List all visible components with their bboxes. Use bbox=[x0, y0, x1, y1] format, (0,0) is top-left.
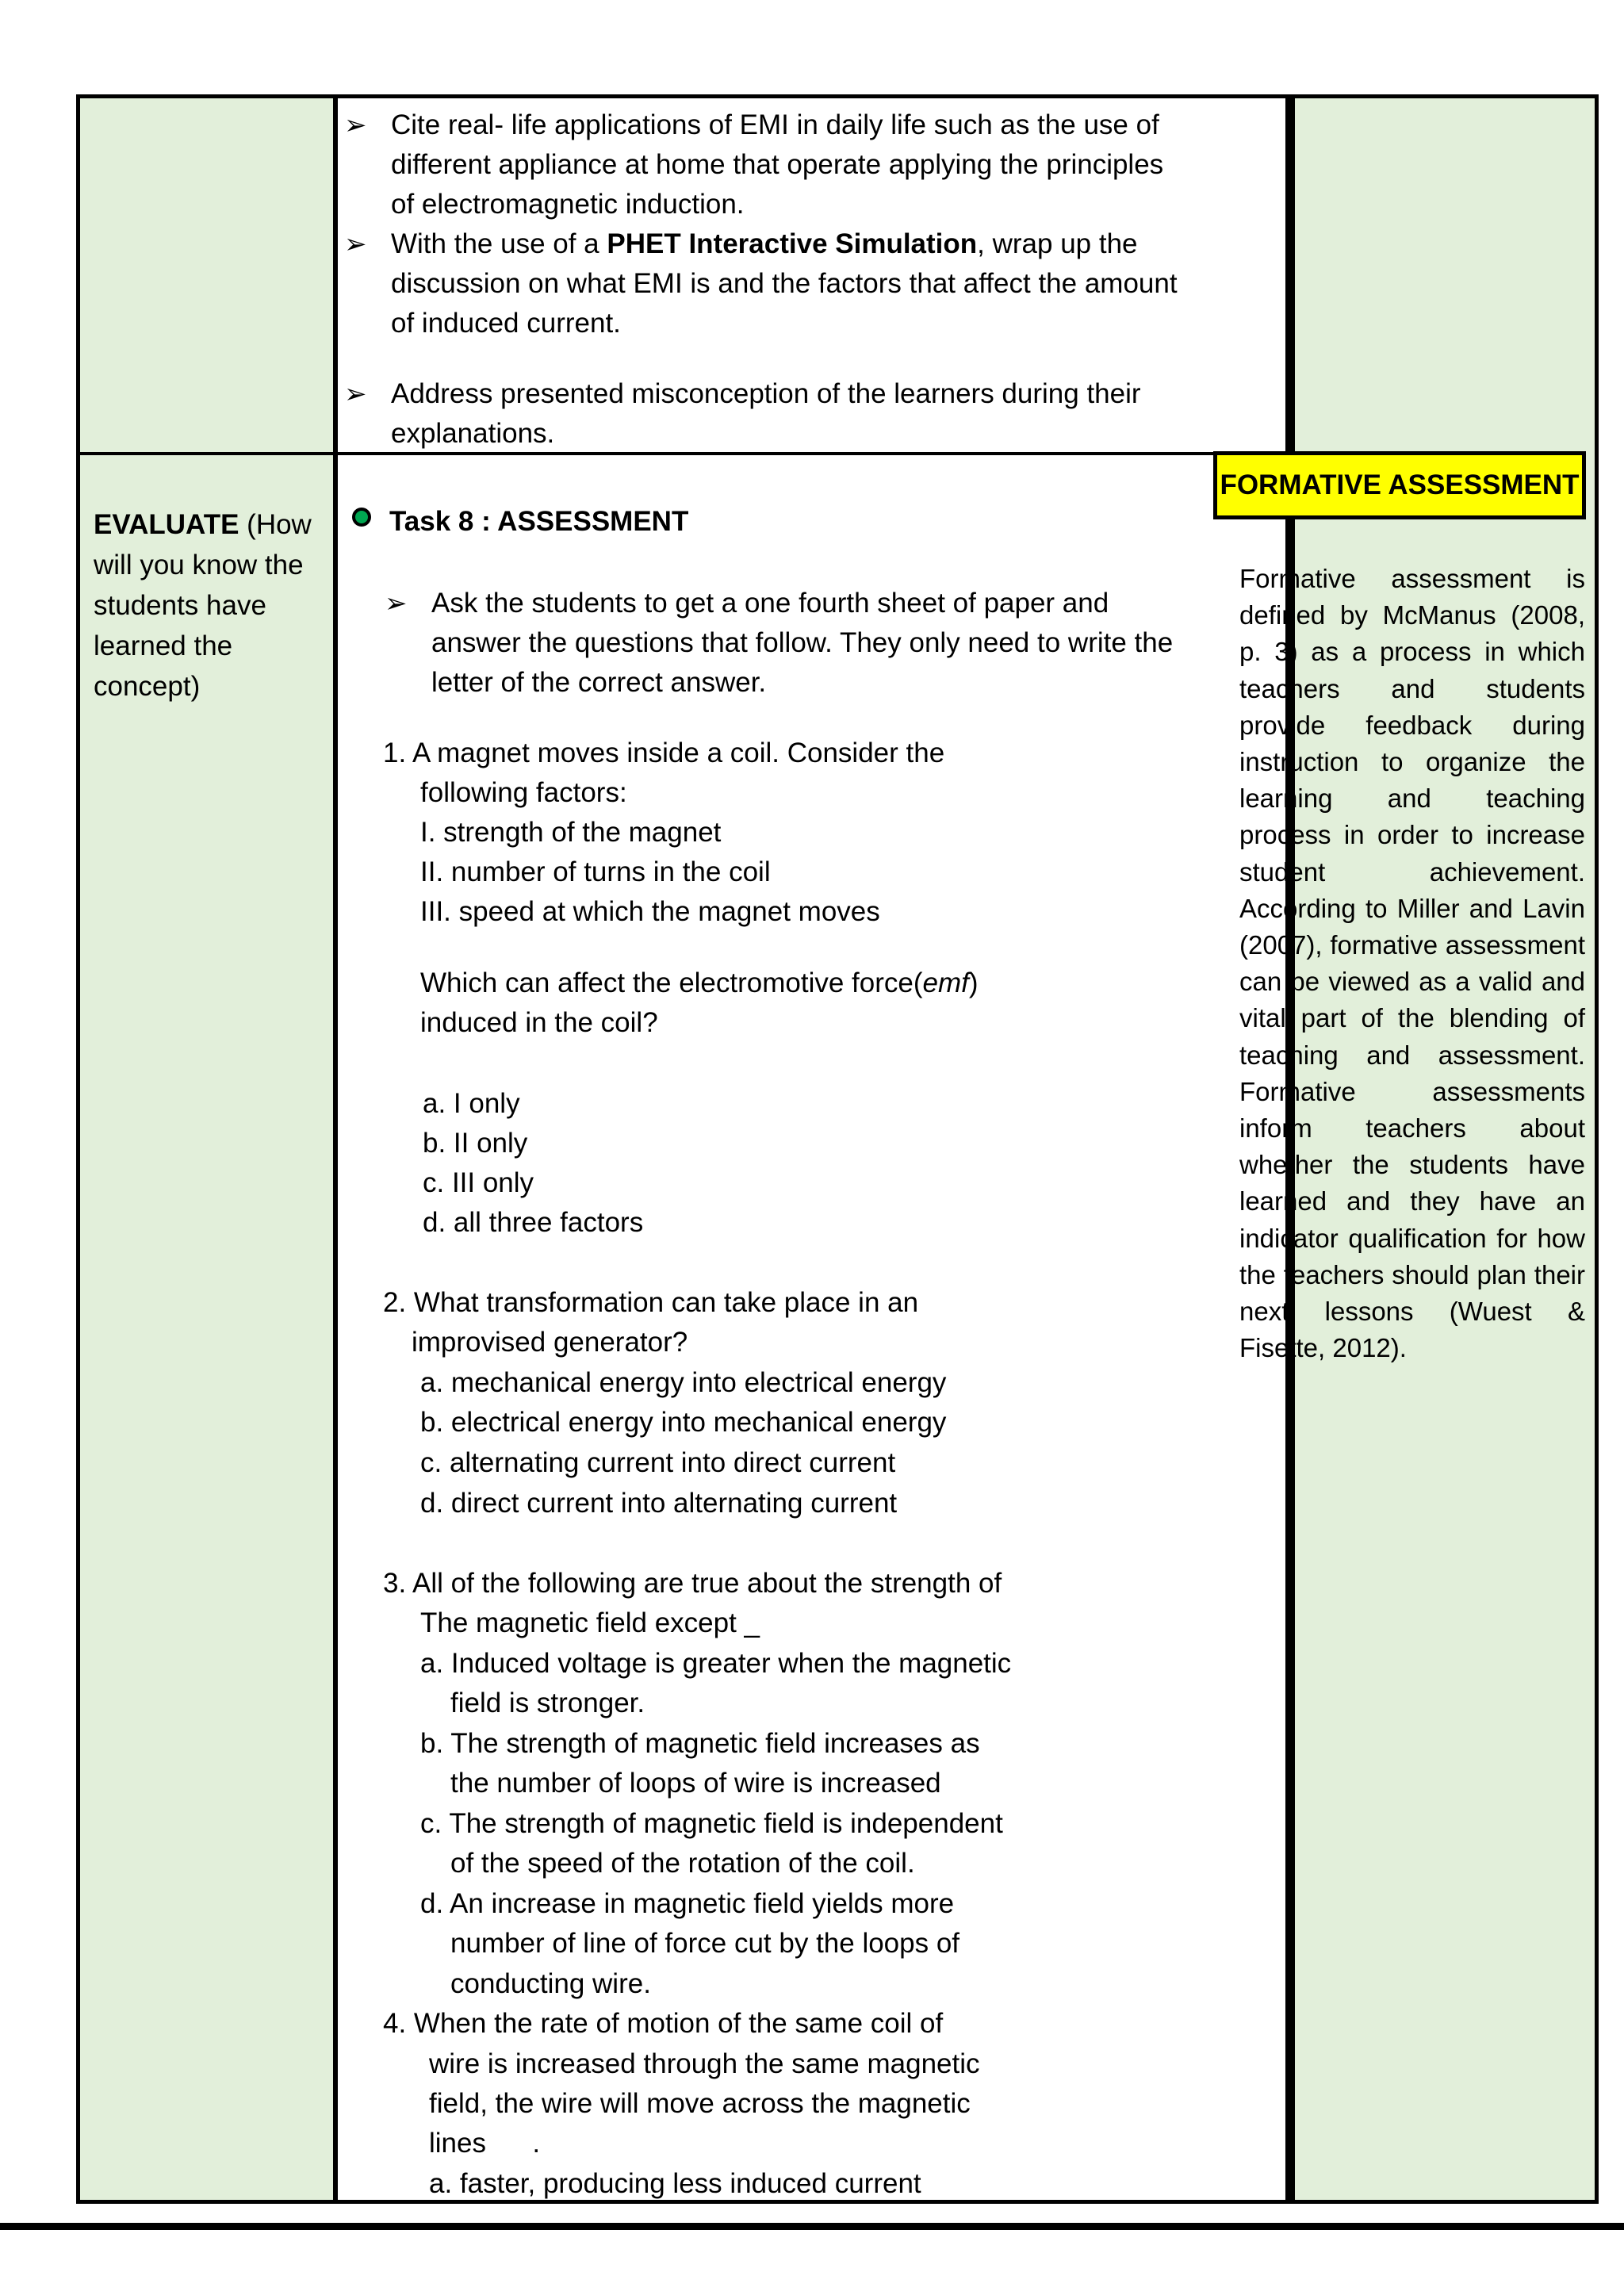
question-1-option: d. all three factors bbox=[423, 1207, 644, 1238]
question-3-option: b. The strength of magnetic field increases as bbox=[420, 1728, 980, 1759]
bullet-text: Address presented misconception of the learners during their explanations. bbox=[391, 378, 1141, 449]
question-2-option: a. mechanical energy into electrical energy bbox=[420, 1367, 947, 1398]
question-3-option: d. An increase in magnetic field yields more bbox=[420, 1888, 955, 1919]
question-3-option: a. Induced voltage is greater when the magnetic bbox=[420, 1648, 1012, 1679]
arrow-bullet-icon: ➢ bbox=[344, 379, 367, 409]
question-3-option-continued: conducting wire. bbox=[450, 1968, 651, 1999]
question-1-stem-line: following factors: bbox=[420, 777, 627, 808]
phase-column bbox=[76, 94, 333, 2204]
question-1-factor: I. strength of the magnet bbox=[420, 817, 722, 848]
arrow-bullet-icon: ➢ bbox=[344, 229, 367, 259]
question-1-factor: III. speed at which the magnet moves bbox=[420, 896, 880, 927]
task-instruction bbox=[385, 584, 1193, 703]
question-1-option: a. I only bbox=[423, 1088, 520, 1119]
question-4-stem-line: 4. When the rate of motion of the same coil of bbox=[383, 2008, 944, 2039]
question-2-option: d. direct current into alternating current bbox=[420, 1488, 898, 1519]
evaluate-phase-label: EVALUATE (How will you know the students have learned the concept) bbox=[94, 509, 312, 702]
question-2-option: c. alternating current into direct current bbox=[420, 1447, 896, 1478]
question-3-stem-line: 3. All of the following are true about the strength of bbox=[383, 1568, 1002, 1599]
task-title: Task 8 : ASSESSMENT bbox=[389, 506, 689, 537]
bullet-misconception bbox=[344, 374, 1201, 454]
question-4-stem-line: lines . bbox=[429, 2128, 541, 2159]
formative-assessment-text: Formative assessment is defined by McManus (2008, p. 3) as a process in which teachers and students provide feedback during instruction to organize the learning and teaching process in order to increase student achievement. According to Miller and Lavin (2007), formative assessment can be viewed as a valid and vital part of the blending of teaching and assessment. Formative assessments inform teachers about whether the students have learned and they have an indicator qualification for how the teachers should plan their next lessons (Wuest & Fisette, 2012). bbox=[1239, 564, 1585, 1363]
question-2-stem-line: improvised generator? bbox=[412, 1327, 688, 1358]
question-4-option: a. faster, producing less induced current bbox=[429, 2168, 921, 2199]
question-1-prompt: induced in the coil? bbox=[420, 1007, 658, 1038]
question-4-stem-line: wire is increased through the same magnetic bbox=[429, 2048, 980, 2079]
question-3-stem-line: The magnetic field except _ bbox=[420, 1607, 760, 1638]
formative-assessment-heading: FORMATIVE ASSESSMENT bbox=[1213, 451, 1586, 519]
bullet-text: With the use of a PHET Interactive Simulation, wrap up the discussion on what EMI is and the factors that affect the amount of induced current. bbox=[391, 228, 1178, 339]
arrow-bullet-icon: ➢ bbox=[344, 110, 367, 140]
phet-simulation-bold: PHET Interactive Simulation bbox=[607, 228, 978, 259]
question-1-option: c. III only bbox=[423, 1167, 534, 1198]
question-3-option: c. The strength of magnetic field is independent bbox=[420, 1808, 1003, 1839]
question-3-option-continued: the number of loops of wire is increased bbox=[450, 1768, 941, 1799]
bullet-emi-applications bbox=[344, 105, 1201, 224]
instruction-text: Ask the students to get a one fourth sheet of paper and answer the questions that follow. They only need to write the letter of the correct answer. bbox=[431, 588, 1174, 698]
bullet-phet-simulation bbox=[344, 224, 1201, 343]
question-3-option-continued: of the speed of the rotation of the coil. bbox=[450, 1848, 915, 1879]
bullet-text: Cite real- life applications of EMI in daily life such as the use of different appliance at home that operate applying the principles of electromagnetic induction. bbox=[391, 109, 1164, 220]
question-3-option-continued: number of line of force cut by the loops of bbox=[450, 1928, 960, 1959]
question-3-option-continued: field is stronger. bbox=[450, 1688, 645, 1718]
question-1-prompt: Which can affect the electromotive force(emf) bbox=[420, 967, 979, 998]
question-1-option: b. II only bbox=[423, 1128, 528, 1159]
page-bottom-rule bbox=[0, 2223, 1624, 2230]
green-circle-icon bbox=[352, 508, 371, 527]
question-1-factor: II. number of turns in the coil bbox=[420, 856, 771, 887]
question-4-stem-line: field, the wire will move across the magnetic bbox=[429, 2088, 971, 2119]
question-2-stem-line: 2. What transformation can take place in an bbox=[383, 1287, 919, 1318]
arrow-bullet-icon: ➢ bbox=[385, 588, 408, 619]
question-2-option: b. electrical energy into mechanical energy bbox=[420, 1407, 947, 1438]
question-1-stem-line: 1. A magnet moves inside a coil. Consider the bbox=[383, 738, 945, 768]
